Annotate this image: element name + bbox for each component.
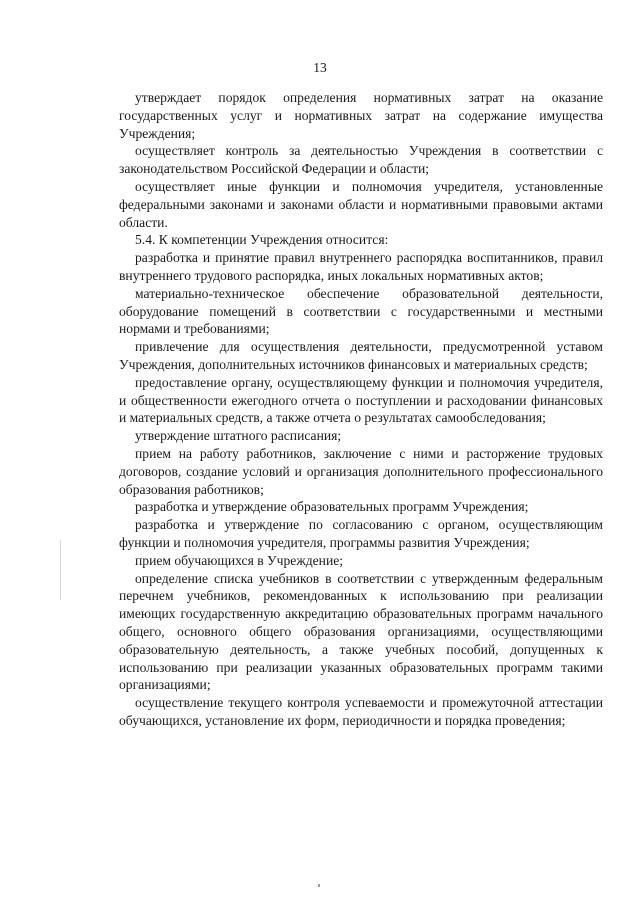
- paragraph-6: материально-техническое обеспечение образовательной деятельности, оборудование помещений в соответствии с государственными и местными нормами и требованиями;: [119, 285, 603, 337]
- paragraph-12: разработка и утверждение по согласованию с органом, осуществляющим функции и полномочия учредителя, программы развития Учреждения;: [119, 517, 603, 550]
- paragraph-13: прием обучающихся в Учреждение;: [135, 552, 344, 568]
- paragraph-2: осуществляет контроль за деятельностью Учреждения в соответствии с законодательством Российской Федерации и области;: [119, 143, 603, 177]
- paragraph-7: привлечение для осуществления деятельности, предусмотренной уставом Учреждения, дополнительных источников финансовых и материальных средств;: [119, 339, 603, 372]
- paragraph-15: осуществление текущего контроля успеваемости и промежуточной аттестации обучающихся, установление их форм, периодичности и порядка проведения;: [119, 695, 603, 728]
- document-body: [119, 89, 603, 730]
- section-heading-5-4: 5.4. К компетенции Учреждения относится:: [135, 232, 389, 248]
- paragraph-11: разработка и утверждение образовательных программ Учреждения;: [135, 499, 529, 515]
- paragraph-1: утверждает порядок определения нормативных затрат на оказание государственных услуг и нормативных затрат на содержание имущества Учреждения;: [119, 90, 603, 141]
- scan-artifact-speck: [318, 884, 320, 887]
- paragraph-9: утверждение штатного расписания;: [135, 428, 342, 444]
- page-number: 13: [313, 60, 327, 75]
- paragraph-14: определение списка учебников в соответствии с утвержденным федеральным перечнем учебников, рекомендованных к использованию при реализации имеющих государственную аккредитацию образовательных программ начального общего, основного общего образования организациями, осуществляющими образовательную деятельность, а также учебных пособий, допущенных к использованию при реализации указанных образовательных программ такими организациями;: [119, 570, 603, 693]
- paragraph-5: разработка и принятие правил внутреннего распорядка воспитанников, правил внутреннего трудового распорядка, иных локальных нормативных актов;: [119, 250, 603, 283]
- paragraph-3: осуществляет иные функции и полномочия учредителя, установленные федеральными законами и законами области и нормативными правовыми актами области.: [119, 178, 603, 230]
- paragraph-8: предоставление органу, осуществляющему функции и полномочия учредителя, и общественности ежегодного отчета о поступлении и расходовании финансовых и материальных средств, а также отчета о результатах самообследования;: [119, 374, 603, 426]
- paragraph-10: прием на работу работников, заключение с ними и расторжение трудовых договоров, создание условий и организация дополнительного профессионального образования работников;: [119, 445, 603, 497]
- scan-artifact-edge: [60, 540, 61, 600]
